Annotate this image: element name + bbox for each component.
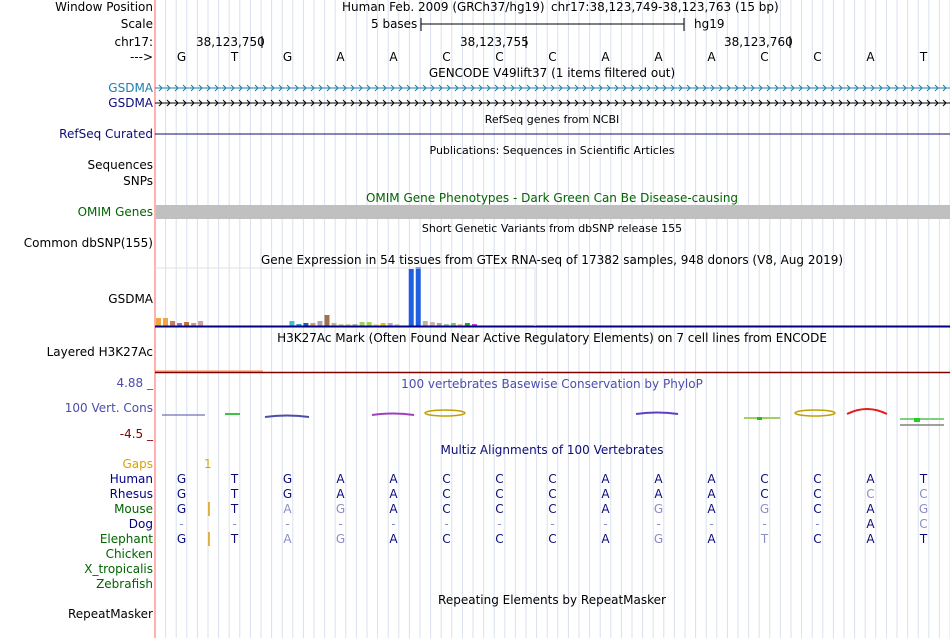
alignment-base: A	[601, 472, 610, 486]
repeatmasker-label[interactable]: RepeatMasker	[67, 607, 153, 621]
ruler-base: C	[442, 50, 451, 64]
alignment-base: A	[389, 472, 398, 486]
alignment-base: C	[495, 502, 504, 516]
alignment-base: T	[919, 472, 928, 486]
alignment-base: G	[282, 472, 293, 486]
cons-glyph-9	[847, 409, 887, 414]
alignment-base: C	[442, 502, 451, 516]
alignment-base: C	[495, 532, 504, 546]
gtex-bar	[170, 321, 175, 326]
alignment-base: A	[866, 472, 875, 486]
alignment-base: -	[550, 517, 555, 531]
alignment-base: C	[548, 487, 557, 501]
alignment-base: A	[336, 472, 345, 486]
gtex-bar	[324, 315, 329, 326]
alignment-base: -	[656, 517, 661, 531]
alignment-base: G	[653, 532, 664, 546]
gaps-label[interactable]: Gaps	[122, 457, 153, 471]
alignment-base: C	[442, 487, 451, 501]
alignment-base: G	[918, 502, 929, 516]
alignment-base: -	[179, 517, 184, 531]
alignment-base: A	[389, 487, 398, 501]
h3k27ac-title: H3K27Ac Mark (Often Found Near Active Regulatory Elements) on 7 cell lines from ENCODE	[277, 331, 827, 345]
cons-label[interactable]: 100 Vert. Cons	[64, 401, 153, 415]
species-label[interactable]: Chicken	[105, 547, 153, 561]
sequences-label[interactable]: Sequences	[87, 158, 153, 172]
omim-bar	[156, 205, 950, 219]
cons-min-label: -4.5 _	[119, 427, 153, 441]
coord-label-2: 38,123,755	[460, 35, 529, 49]
alignment-base: C	[495, 472, 504, 486]
species-label[interactable]: Mouse	[114, 502, 153, 516]
alignment-base: A	[866, 502, 875, 516]
multiz-title: Multiz Alignments of 100 Vertebrates	[440, 443, 664, 457]
chrom-label: chr17:	[114, 35, 153, 49]
gtex-bar	[184, 322, 189, 326]
alignment-base: -	[497, 517, 502, 531]
gtex-bar	[409, 269, 414, 326]
species-label[interactable]: Zebrafish	[96, 577, 153, 591]
ruler-base: C	[813, 50, 822, 64]
alignment-base: T	[760, 532, 769, 546]
alignment-base: C	[548, 502, 557, 516]
coord-label-1: 38,123,750	[196, 35, 265, 49]
gencode-label-1[interactable]: GSDMA	[108, 81, 153, 95]
gencode-title: GENCODE V49lift37 (1 items filtered out)	[428, 66, 676, 80]
alignment-base: -	[338, 517, 343, 531]
assembly-text: Human Feb. 2009 (GRCh37/hg19)	[342, 0, 545, 14]
alignment-base: A	[707, 472, 716, 486]
position-text: chr17:38,123,749-38,123,763 (15 bp)	[551, 0, 779, 14]
alignment-base: A	[283, 532, 292, 546]
gencode-label-2[interactable]: GSDMA	[108, 96, 153, 110]
window-position-label: Window Position	[55, 0, 153, 14]
h3k27ac-label[interactable]: Layered H3K27Ac	[46, 345, 153, 359]
alignment-base: C	[813, 532, 822, 546]
alignment-base: C	[548, 532, 557, 546]
ruler-base: G	[282, 50, 293, 64]
alignment-base: A	[336, 487, 345, 501]
alignment-base: T	[230, 532, 239, 546]
ruler-base: A	[601, 50, 610, 64]
alignment-base: A	[654, 487, 663, 501]
alignment-base: G	[759, 502, 770, 516]
alignment-base: A	[866, 517, 875, 531]
ruler-base: T	[230, 50, 239, 64]
alignment-base: A	[601, 532, 610, 546]
alignment-base: C	[442, 472, 451, 486]
alignment-base: -	[709, 517, 714, 531]
ruler-base: C	[548, 50, 557, 64]
alignment-base: A	[283, 502, 292, 516]
dbsnp-label[interactable]: Common dbSNP(155)	[23, 236, 153, 250]
alignment-base: -	[603, 517, 608, 531]
alignment-base: A	[707, 487, 716, 501]
alignment-base: G	[653, 502, 664, 516]
alignment-base: C	[760, 487, 769, 501]
ruler-base: A	[707, 50, 716, 64]
cons-glyph-4	[372, 414, 414, 416]
alignment-base: C	[548, 472, 557, 486]
alignment-base: G	[176, 487, 187, 501]
alignment-base: -	[762, 517, 767, 531]
alignment-base: A	[866, 532, 875, 546]
alignment-base: T	[230, 487, 239, 501]
refseq-label[interactable]: RefSeq Curated	[59, 127, 153, 141]
species-label[interactable]: X_tropicalis	[84, 562, 153, 576]
scale-label: Scale	[120, 17, 153, 31]
ruler-base: A	[336, 50, 345, 64]
alignment-base: G	[282, 487, 293, 501]
ruler-base: T	[919, 50, 928, 64]
omim-label[interactable]: OMIM Genes	[77, 205, 153, 219]
gtex-title: Gene Expression in 54 tissues from GTEx RNA-seq of 17382 samples, 948 donors (V8, Aug 2019)	[260, 253, 844, 267]
alignment-base: -	[232, 517, 237, 531]
alignment-base: C	[919, 487, 928, 501]
cons-glyph-7b	[757, 417, 762, 420]
alignment-base: C	[813, 487, 822, 501]
cons-glyph-6	[636, 413, 678, 415]
gtex-bar	[156, 318, 161, 326]
alignment-base: C	[495, 487, 504, 501]
alignment-base: -	[391, 517, 396, 531]
alignment-base: A	[707, 532, 716, 546]
alignment-base: A	[389, 532, 398, 546]
alignment-base: G	[335, 532, 346, 546]
scale-text: 5 bases	[371, 17, 418, 31]
gtex-bar	[423, 321, 428, 326]
species-label[interactable]: Elephant	[99, 532, 153, 546]
dbsnp-title: Short Genetic Variants from dbSNP release 155	[421, 222, 683, 235]
snps-label[interactable]: SNPs	[123, 174, 153, 188]
alignment-base: G	[335, 502, 346, 516]
db-text: hg19	[694, 17, 725, 31]
ruler-base: C	[760, 50, 769, 64]
cons-title: 100 vertebrates Basewise Conservation by PhyloP	[401, 377, 703, 391]
alignment-base: C	[760, 472, 769, 486]
gtex-bar	[367, 322, 372, 326]
ruler-base: A	[389, 50, 398, 64]
repeatmasker-title: Repeating Elements by RepeatMasker	[438, 593, 666, 607]
species-label[interactable]: Rhesus	[109, 487, 153, 501]
alignment-base: C	[919, 517, 928, 531]
cons-max-label: 4.88 _	[116, 376, 153, 390]
refseq-title: RefSeq genes from NCBI	[484, 113, 620, 126]
species-label[interactable]: Human	[109, 472, 153, 486]
alignment-base: C	[866, 487, 875, 501]
omim-title: OMIM Gene Phenotypes - Dark Green Can Be Disease-causing	[365, 191, 739, 205]
publications-title: Publications: Sequences in Scientific Articles	[429, 144, 675, 157]
alignment-base: T	[919, 532, 928, 546]
gtex-bar	[198, 321, 203, 326]
alignment-base: C	[813, 502, 822, 516]
gtex-bar	[430, 322, 435, 326]
alignment-base: -	[444, 517, 449, 531]
gtex-bar	[416, 267, 421, 326]
ruler-base: A	[654, 50, 663, 64]
gaps-value: 1	[204, 457, 212, 471]
ruler-base: C	[495, 50, 504, 64]
alignment-base: C	[813, 472, 822, 486]
gtex-bar	[289, 321, 294, 326]
arrow-label: --->	[129, 50, 153, 64]
gtex-bar	[317, 321, 322, 326]
alignment-base: C	[442, 532, 451, 546]
ruler-base: A	[866, 50, 875, 64]
alignment-base: A	[601, 487, 610, 501]
gtex-bar	[163, 318, 168, 326]
alignment-base: T	[230, 472, 239, 486]
cons-glyph-10b	[914, 418, 920, 422]
coord-label-3: 38,123,760	[724, 35, 793, 49]
gtex-label[interactable]: GSDMA	[108, 292, 153, 306]
gtex-bar	[360, 322, 365, 326]
species-label[interactable]: Dog	[128, 517, 153, 531]
alignment-base: A	[707, 502, 716, 516]
alignment-base: G	[176, 472, 187, 486]
alignment-base: A	[654, 472, 663, 486]
alignment-base: T	[230, 502, 239, 516]
cons-glyph-3	[265, 416, 309, 418]
ruler-base: G	[176, 50, 187, 64]
alignment-base: -	[815, 517, 820, 531]
alignment-base: G	[176, 502, 187, 516]
alignment-base: G	[176, 532, 187, 546]
alignment-base: A	[389, 502, 398, 516]
alignment-base: A	[601, 502, 610, 516]
alignment-base: -	[285, 517, 290, 531]
cons-glyph-8	[795, 410, 835, 416]
